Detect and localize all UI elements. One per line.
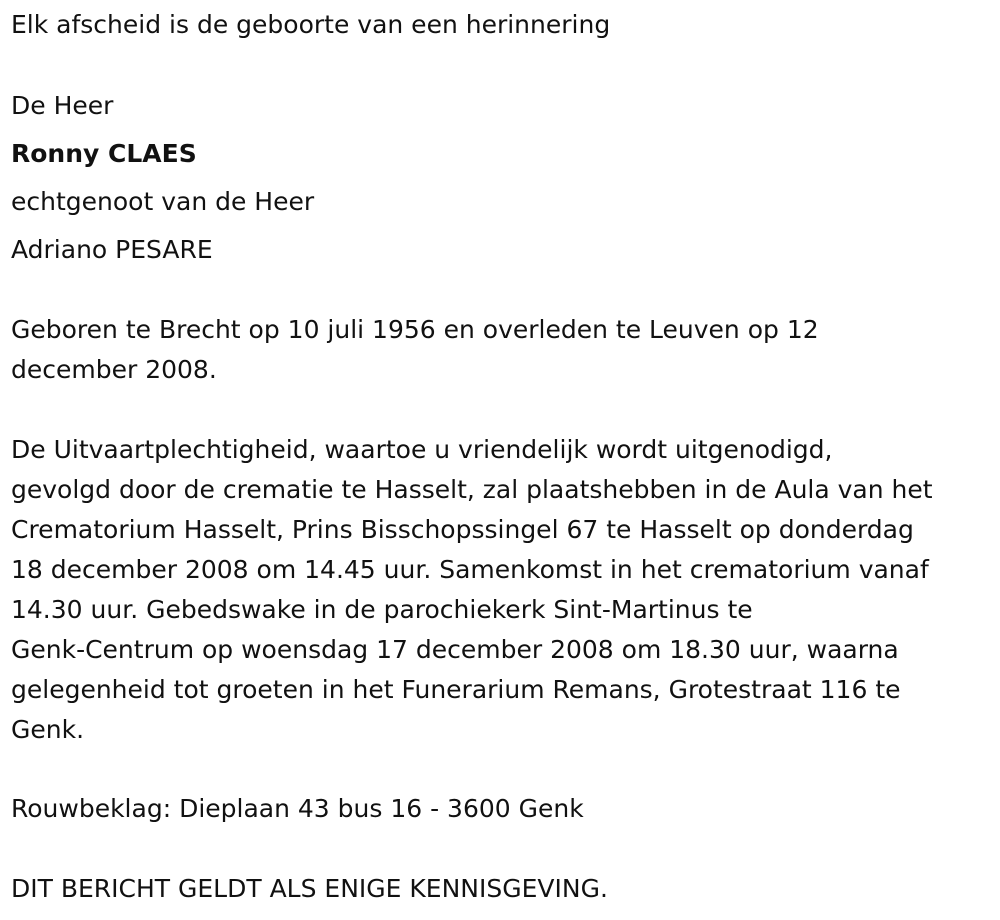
salutation: De Heer <box>11 91 114 120</box>
birth-death-line: Geboren te Brecht op 10 juli 1956 en overleden te Leuven op 12 <box>11 315 819 344</box>
condolence-address: Rouwbeklag: Dieplaan 43 bus 16 - 3600 Genk <box>11 794 584 823</box>
ceremony-line: gelegenheid tot groeten in het Funerarium Remans, Grotestraat 116 te <box>11 675 901 704</box>
relation: echtgenoot van de Heer <box>11 187 315 216</box>
motto: Elk afscheid is de geboorte van een herinnering <box>11 10 611 39</box>
ceremony-paragraph <box>11 430 996 750</box>
ceremony-line: Crematorium Hasselt, Prins Bisschopssingel 67 te Hasselt op donderdag <box>11 515 914 544</box>
ceremony-line: Genk-Centrum op woensdag 17 december 2008 om 18.30 uur, waarna <box>11 635 899 664</box>
partner-name: Adriano PESARE <box>11 235 213 264</box>
ceremony-line: 14.30 uur. Gebedswake in de parochiekerk Sint-Martinus te <box>11 595 753 624</box>
birth-death-paragraph <box>11 310 996 390</box>
ceremony-line: gevolgd door de crematie te Hasselt, zal plaatshebben in de Aula van het <box>11 475 933 504</box>
birth-death-line: december 2008. <box>11 355 217 384</box>
ceremony-line: Genk. <box>11 715 85 744</box>
ceremony-line: 18 december 2008 om 14.45 uur. Samenkomst in het crematorium vanaf <box>11 555 929 584</box>
deceased-name: Ronny CLAES <box>11 139 197 168</box>
closing-statement: DIT BERICHT GELDT ALS ENIGE KENNISGEVING. <box>11 874 608 903</box>
ceremony-line: De Uitvaartplechtigheid, waartoe u vriendelijk wordt uitgenodigd, <box>11 435 833 464</box>
